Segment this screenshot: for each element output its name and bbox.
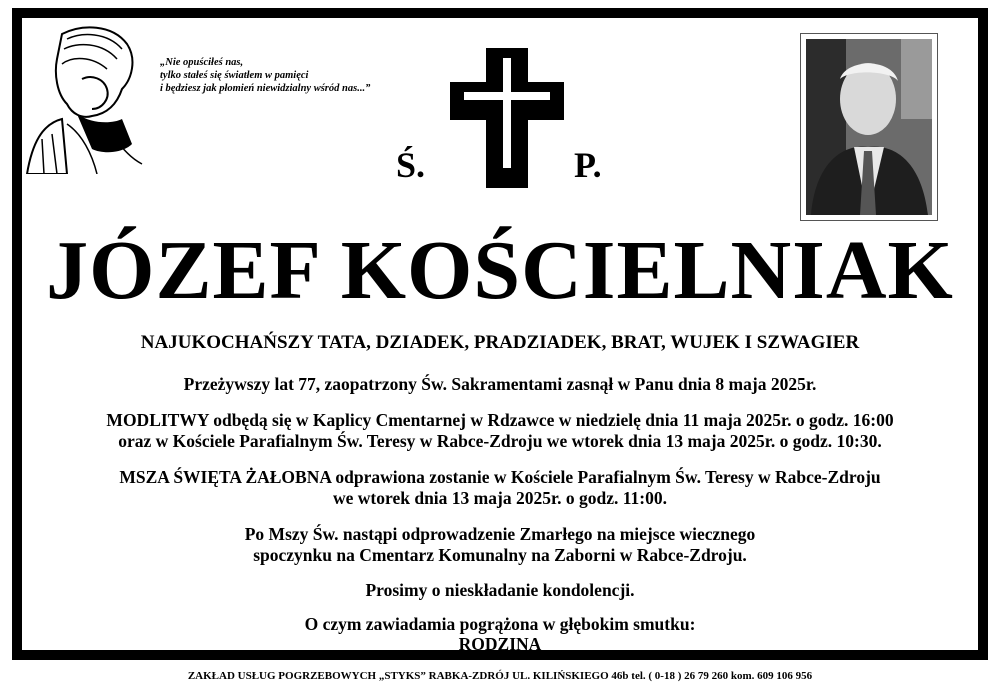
- cross-icon: [450, 48, 564, 188]
- condolences-line: Prosimy o nieskładanie kondolencji.: [365, 580, 635, 600]
- prayers-line-2: oraz w Kościele Parafialnym Św. Teresy w Rabce-Zdroju we wtorek dnia 13 maja 2025r. o godz. 10:30.: [118, 431, 882, 451]
- portrait-image: [806, 39, 932, 215]
- death-notice-line: Przeżywszy lat 77, zaopatrzony Św. Sakramentami zasnął w Panu dnia 8 maja 2025r.: [183, 374, 817, 394]
- funeral-home-footer: ZAKŁAD USŁUG POGRZEBOWYCH „STYKS” RABKA-ZDRÓJ UL. KILIŃSKIEGO 46b tel. ( 0-18 ) 26 79 260 kom. 609 106 956: [187, 670, 813, 682]
- notification-line: O czym zawiadamia pogrążona w głębokim smutku:: [304, 614, 696, 634]
- sp-letter-p: P.: [574, 145, 602, 185]
- deceased-name: JÓZEF KOŚCIELNIAK: [46, 224, 954, 317]
- portrait-photo: [800, 33, 938, 221]
- mass-line: MSZA ŚWIĘTA ŻAŁOBNA odprawiona zostanie w Kościele Parafialnym Św. Teresy w Rabce-Zdroju: [119, 467, 881, 487]
- mass-line-2: we wtorek dnia 13 maja 2025r. o godz. 11:00.: [333, 488, 667, 508]
- quote-line: i będziesz jak płomień niewidzialny wśród nas...”: [160, 83, 371, 94]
- family-relations: NAJUKOCHAŃSZY TATA, DZIADEK, PRADZIADEK, BRAT, WUJEK I SZWAGIER: [140, 332, 860, 353]
- quote-line: „Nie opuściłeś nas,: [160, 57, 244, 68]
- quote-line: tylko stałeś się światłem w pamięci: [160, 70, 309, 81]
- prayers-line: MODLITWY odbędą się w Kaplicy Cmentarnej w Rdzawce w niedzielę dnia 11 maja 2025r. o godz. 16:00: [106, 410, 894, 430]
- sp-letter-s: Ś.: [396, 145, 426, 185]
- memorial-quote: [160, 56, 440, 95]
- burial-line: Po Mszy Św. nastąpi odprowadzenie Zmarłego na miejsce wiecznego: [244, 524, 756, 544]
- burial-line-2: spoczynku na Cmentarz Komunalny na Zaborni w Rabce-Zdroju.: [253, 545, 747, 565]
- family-signature: RODZINA: [458, 634, 542, 654]
- praying-figure-icon: [22, 24, 144, 174]
